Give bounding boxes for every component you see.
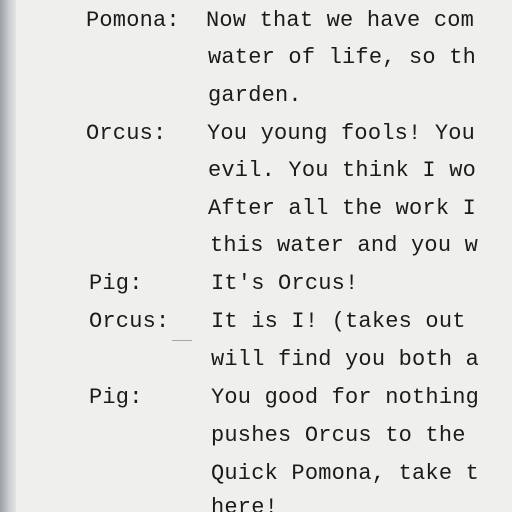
dialogue-line: Now that we have com <box>206 8 475 33</box>
dialogue-line: water of life, so th <box>208 45 477 70</box>
speaker-label: Pomona: <box>86 8 180 33</box>
dialogue-line: Quick Pomona, take t <box>211 461 480 486</box>
dialogue-line: garden. <box>208 83 302 108</box>
dialogue-line: You young fools! You <box>207 121 476 146</box>
dialogue-line: here! <box>211 495 279 512</box>
dialogue-line: will find you both a <box>211 347 480 372</box>
speaker-label: Pig: <box>89 271 143 296</box>
speaker-label: Orcus: <box>86 121 167 146</box>
speaker-label: Orcus: <box>89 309 170 334</box>
dialogue-line: It is I! (takes out <box>211 309 466 334</box>
dialogue-line: You good for nothing <box>211 385 480 410</box>
dialogue-line: this water and you w <box>210 233 479 258</box>
speaker-label: Pig: <box>89 385 143 410</box>
dialogue-line: It's Orcus! <box>211 271 359 296</box>
dialogue-line: evil. You think I wo <box>208 158 477 183</box>
dialogue-line: pushes Orcus to the <box>211 423 466 448</box>
dialogue-line: After all the work I <box>208 196 477 221</box>
ink-smudge <box>172 340 192 341</box>
